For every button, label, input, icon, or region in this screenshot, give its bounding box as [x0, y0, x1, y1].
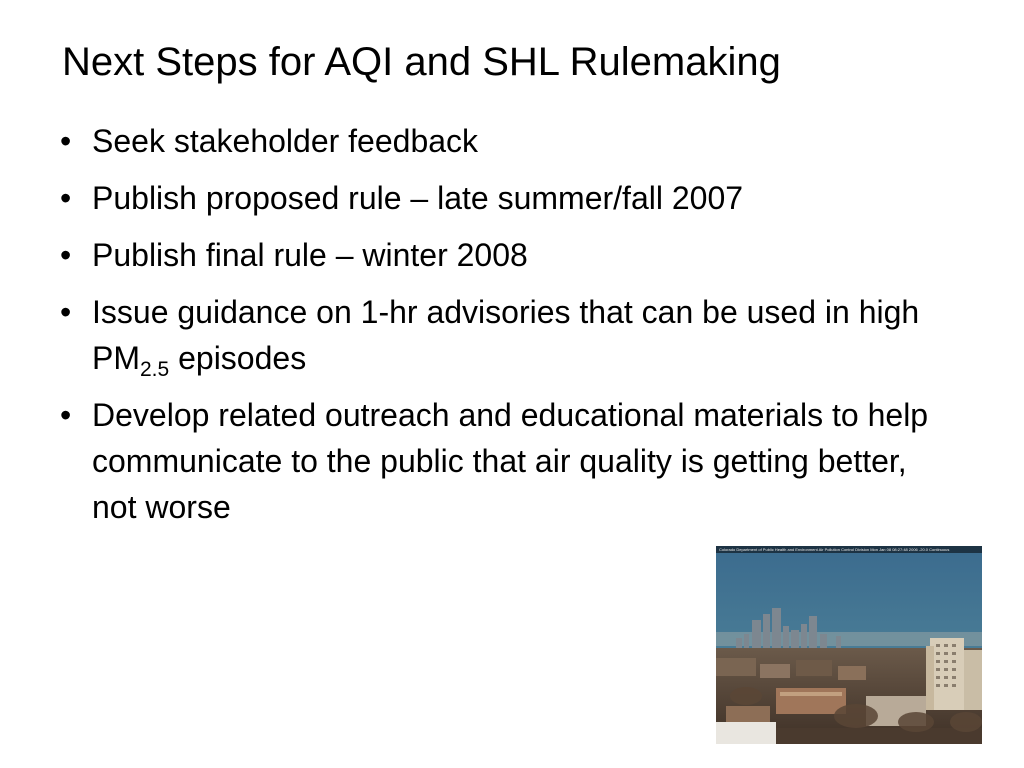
bullet-dot: •: [60, 294, 72, 330]
bullet-text-tail: episodes: [169, 340, 307, 376]
photo-banner: Colorado Department of Public Health and Environment Air Pollution Control Division Mon Jan 08 08:27:48 2006 -20.0 Continuous: [719, 547, 950, 553]
slide-title: Next Steps for AQI and SHL Rulemaking: [62, 40, 781, 84]
city-skyline-photo: [716, 546, 982, 744]
bullet-list: [60, 118, 960, 541]
bullet-dot: •: [60, 397, 72, 433]
bullet-text: [92, 294, 920, 381]
bullet-item: [60, 232, 960, 278]
bullet-text: Develop related outreach and educational materials to help communicate to the public that air quality is getting better, not worse: [92, 397, 929, 525]
pm-subscript: 2.5: [140, 358, 170, 381]
bullet-item: [60, 289, 960, 381]
bullet-text: Seek stakeholder feedback: [92, 123, 479, 159]
bullet-item: [60, 392, 960, 530]
bullet-dot: •: [60, 123, 72, 159]
photo-foreground-roof: [716, 722, 776, 744]
bullet-text-main: Issue guidance on 1-hr advisories that can be used in high PM: [92, 294, 920, 376]
bullet-dot: •: [60, 180, 72, 216]
bullet-text: Publish final rule – winter 2008: [92, 237, 528, 273]
bullet-text: Publish proposed rule – late summer/fall 2007: [92, 180, 744, 216]
bullet-item: [60, 118, 960, 164]
bullet-item: [60, 175, 960, 221]
bullet-dot: •: [60, 237, 72, 273]
